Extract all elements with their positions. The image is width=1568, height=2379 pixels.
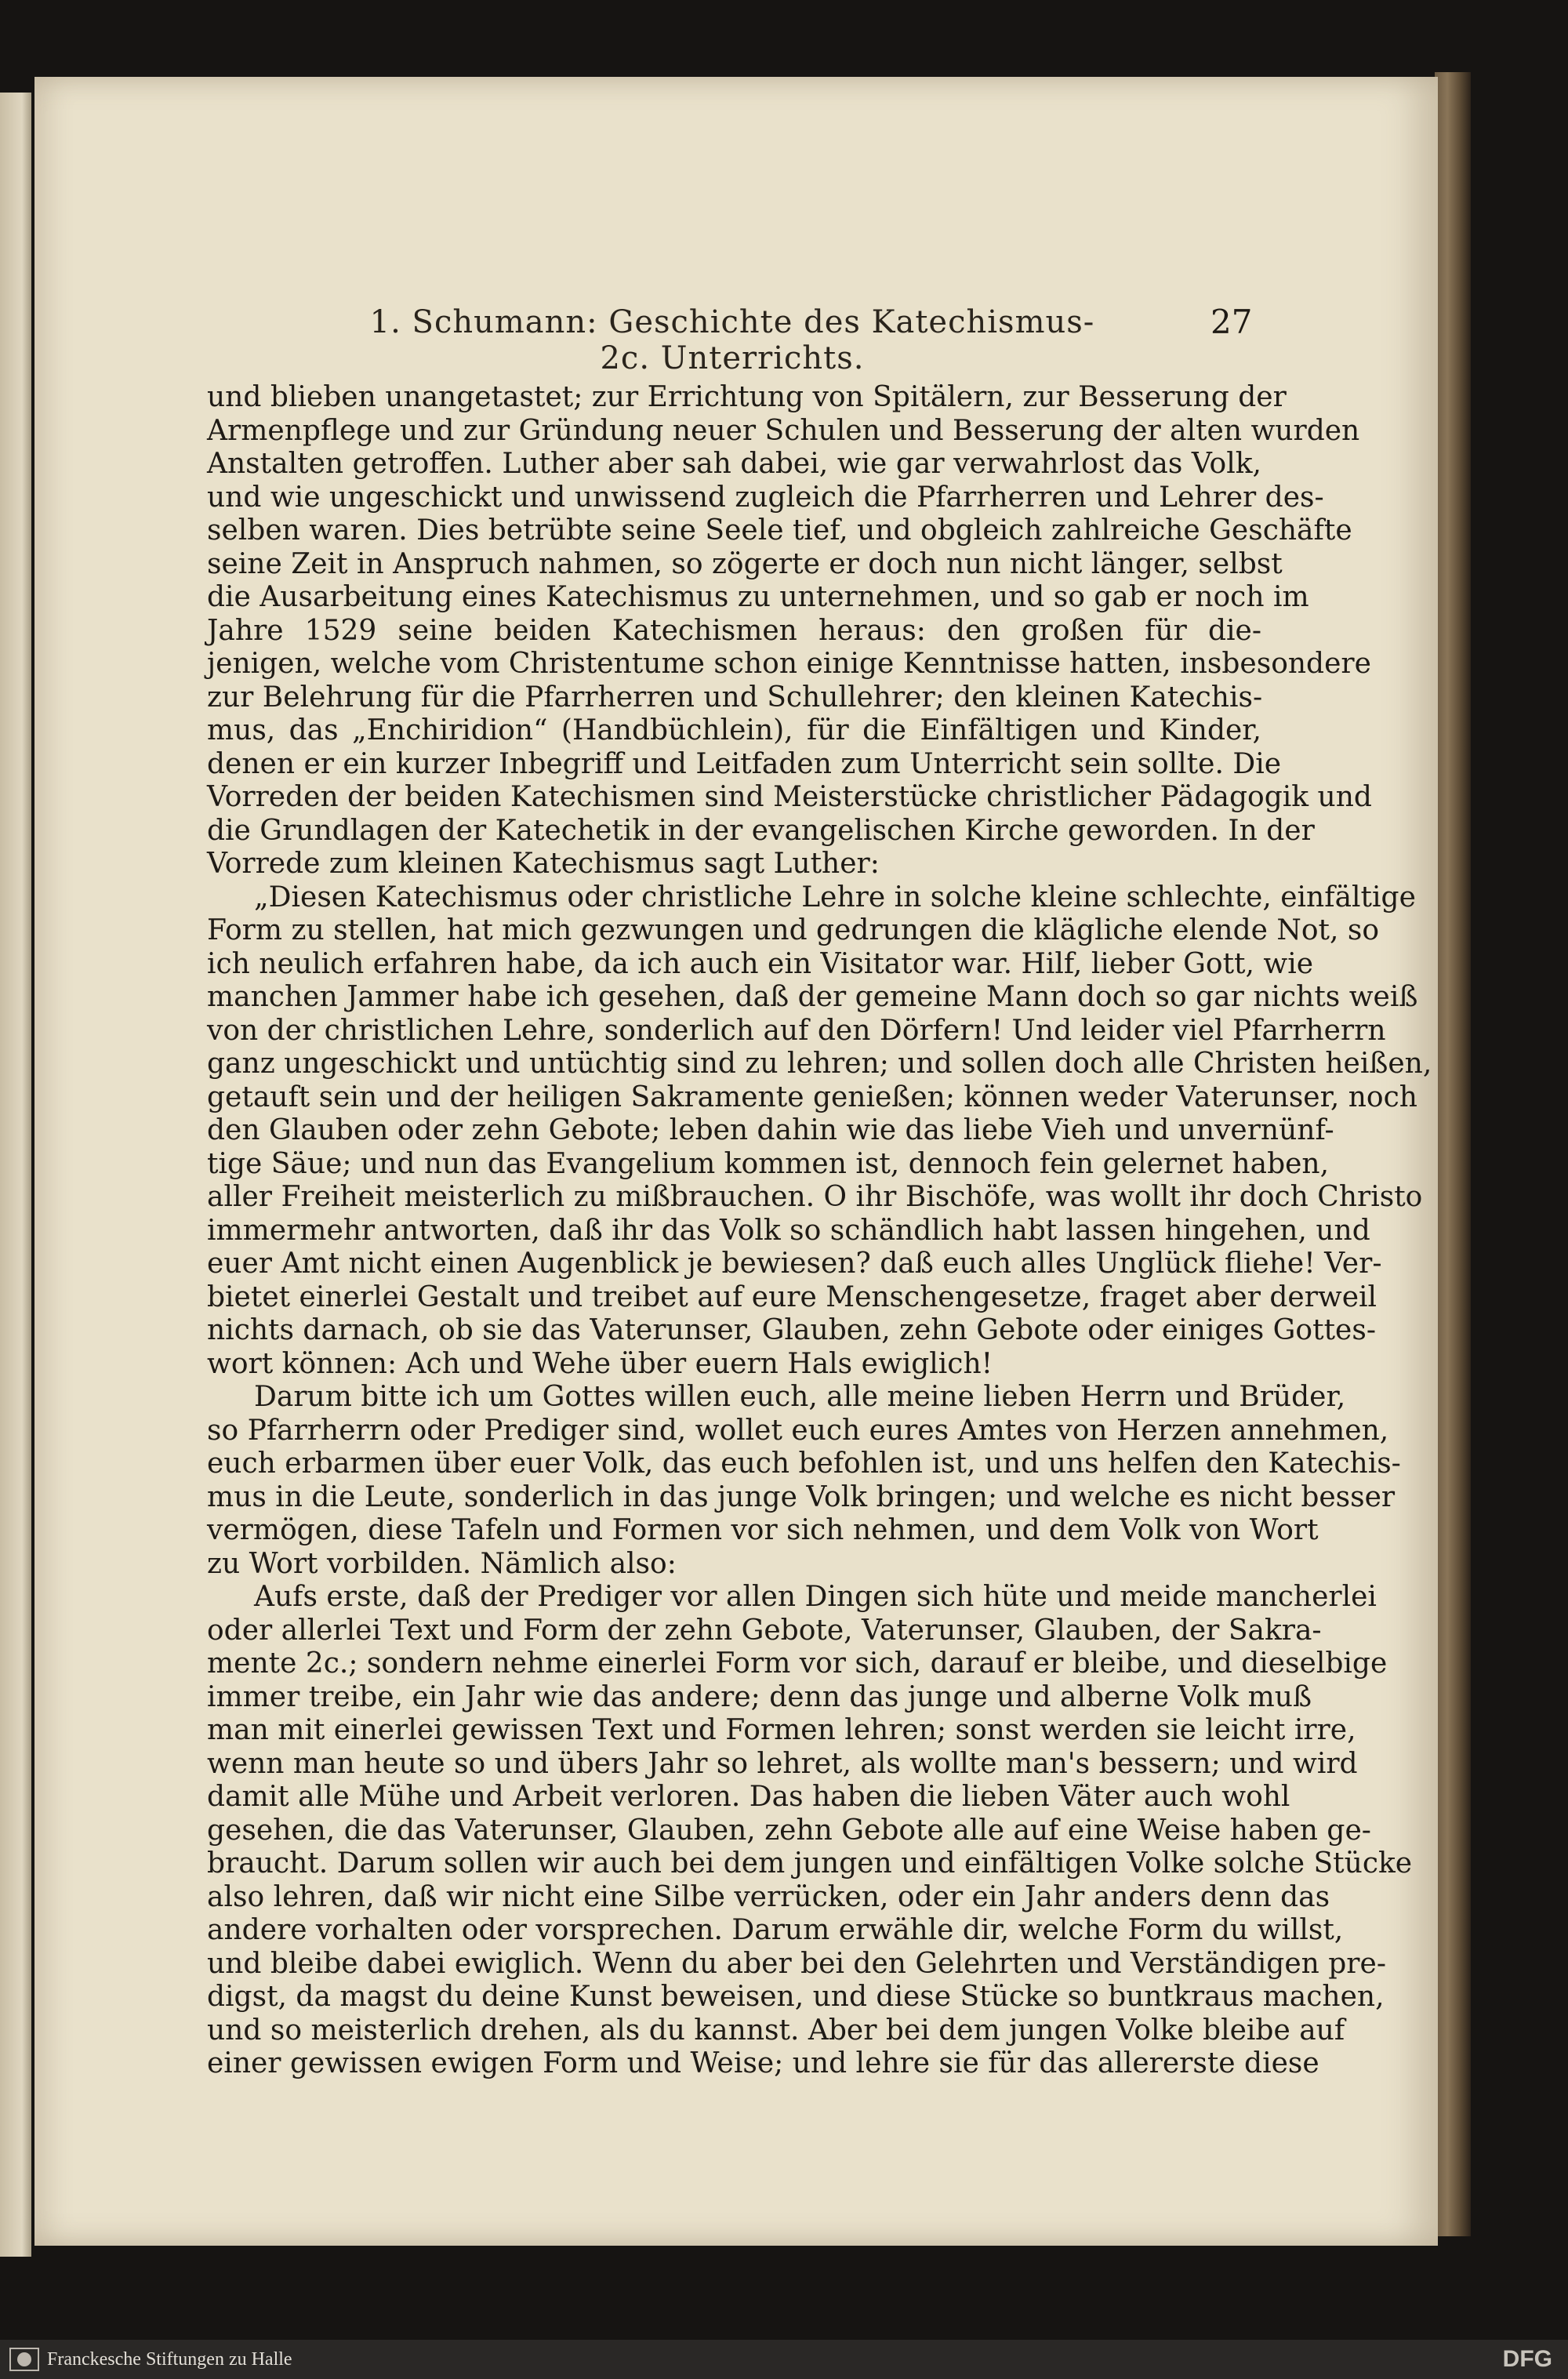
text-line: digst, da magst du deine Kunst beweisen, und diese Stücke so buntkraus machen,: [207, 1981, 1385, 2013]
text-line: zur Belehrung für die Pfarrherren und Schullehrer; den kleinen Katechis-: [207, 681, 1263, 714]
text-line: Aufs erste, daß der Prediger vor allen Dingen sich hüte und meide mancherlei: [254, 1581, 1377, 1613]
text-line: die Grundlagen der Katechetik in der evangelischen Kirche geworden. In der: [207, 814, 1315, 847]
text-line: den Glauben oder zehn Gebote; leben dahin wie das liebe Vieh und unvernünf-: [207, 1114, 1334, 1146]
text-line: nichts darnach, ob sie das Vaterunser, Glauben, zehn Gebote oder einiges Gottes-: [207, 1314, 1376, 1346]
text-line: tige Säue; und nun das Evangelium kommen ist, dennoch fein gelernet haben,: [207, 1147, 1330, 1180]
text-line: wort können: Ach und Wehe über euern Hals ewiglich!: [207, 1347, 993, 1380]
text-line: gesehen, die das Vaterunser, Glauben, zehn Gebote alle auf eine Weise haben ge-: [207, 1814, 1371, 1847]
dfg-badge: DFG: [1502, 2346, 1552, 2372]
text-line: aller Freiheit meisterlich zu mißbrauchen. O ihr Bischöfe, was wollt ihr doch Christo: [207, 1181, 1423, 1213]
text-line: zu Wort vorbilden. Nämlich also:: [207, 1547, 677, 1580]
text-line: euch erbarmen über euer Volk, das euch befohlen ist, und uns helfen den Katechis-: [207, 1447, 1401, 1480]
text-line: einer gewissen ewigen Form und Weise; und lehre sie für das allererste diese: [207, 2047, 1319, 2079]
text-line: mus, das „Enchiridion“ (Handbüchlein), für die Einfältigen und Kinder,: [207, 714, 1261, 746]
book-page: [34, 77, 1438, 2246]
text-line: seine Zeit in Anspruch nahmen, so zögerte er doch nun nicht länger, selbst: [207, 547, 1283, 580]
text-line: Form zu stellen, hat mich gezwungen und gedrungen die klägliche elende Not, so: [207, 914, 1380, 946]
text-line: Anstalten getroffen. Luther aber sah dabei, wie gar verwahrlost das Volk,: [207, 448, 1261, 480]
page-number: 27: [1210, 303, 1253, 341]
footer-institution: Franckesche Stiftungen zu Halle: [47, 2349, 292, 2370]
text-line: Darum bitte ich um Gottes willen euch, alle meine lieben Herrn und Brüder,: [254, 1381, 1346, 1413]
text-line: man mit einerlei gewissen Text und Formen lehren; sonst werden sie leicht irre,: [207, 1714, 1356, 1746]
text-line: Armenpflege und zur Gründung neuer Schulen und Besserung der alten wurden: [207, 414, 1360, 447]
text-line: und so meisterlich drehen, als du kannst. Aber bei dem jungen Volke bleibe auf: [207, 2014, 1345, 2047]
institution-logo-icon: [9, 2348, 39, 2371]
body-text: [207, 381, 1432, 2081]
text-line: Vorrede zum kleinen Katechismus sagt Luther:: [207, 848, 880, 880]
text-line: „Diesen Katechismus oder christliche Lehre in solche kleine schlechte, einfältige: [254, 881, 1416, 913]
text-line: damit alle Mühe und Arbeit verloren. Das haben die lieben Väter auch wohl: [207, 1781, 1290, 1813]
text-line: ganz ungeschickt und untüchtig sind zu lehren; und sollen doch alle Christen heißen,: [207, 1048, 1432, 1080]
text-line: ich neulich erfahren habe, da ich auch ein Visitator war. Hilf, lieber Gott, wie: [207, 947, 1314, 980]
text-line: immer treibe, ein Jahr wie das andere; denn das junge und alberne Volk muß: [207, 1680, 1312, 1713]
page-stack-edge: [1435, 72, 1471, 2236]
text-line: selben waren. Dies betrübte seine Seele tief, und obgleich zahlreiche Geschäfte: [207, 514, 1352, 547]
text-line: mente 2c.; sondern nehme einerlei Form vor sich, darauf er bleibe, und dieselbige: [207, 1647, 1388, 1680]
text-line: und wie ungeschickt und unwissend zugleich die Pfarrherren und Lehrer des-: [207, 481, 1324, 514]
text-line: braucht. Darum sollen wir auch bei dem jungen und einfältigen Volke solche Stücke: [207, 1847, 1413, 1880]
text-line: also lehren, daß wir nicht eine Silbe verrücken, oder ein Jahr anders denn das: [207, 1880, 1330, 1913]
text-line: getauft sein und der heiligen Sakramente genießen; können weder Vaterunser, noch: [207, 1081, 1417, 1113]
text-line: oder allerlei Text und Form der zehn Gebote, Vaterunser, Glauben, der Sakra-: [207, 1614, 1322, 1647]
text-line: vermögen, diese Tafeln und Formen vor sich nehmen, und dem Volk von Wort: [207, 1514, 1319, 1546]
text-line: so Pfarrherrn oder Prediger sind, wollet euch eures Amtes von Herzen annehmen,: [207, 1414, 1389, 1447]
text-line: die Ausarbeitung eines Katechismus zu unternehmen, und so gab er noch im: [207, 581, 1309, 613]
text-line: wenn man heute so und übers Jahr so lehret, als wollte man's bessern; und wird: [207, 1747, 1358, 1780]
running-head: 1. Schumann: Geschichte des Katechismus- 2c. Unterrichts.: [369, 304, 1095, 376]
left-page-edge: [0, 93, 31, 2257]
text-line: Vorreden der beiden Katechismen sind Meisterstücke christlicher Pädagogik und: [207, 781, 1372, 813]
text-line: bietet einerlei Gestalt und treibet auf eure Menschengesetze, fraget aber derweil: [207, 1280, 1377, 1313]
text-line: denen er ein kurzer Inbegriff und Leitfaden zum Unterricht sein sollte. Die: [207, 747, 1282, 780]
text-line: und bleibe dabei ewiglich. Wenn du aber bei den Gelehrten und Verständigen pre-: [207, 1947, 1386, 1980]
text-line: andere vorhalten oder vorsprechen. Darum erwähle dir, welche Form du willst,: [207, 1914, 1344, 1946]
text-line: Jahre 1529 seine beiden Katechismen heraus: den großen für die-: [207, 614, 1261, 647]
text-line: euer Amt nicht einen Augenblick je bewiesen? daß euch alles Unglück fliehe! Ver-: [207, 1248, 1382, 1280]
text-line: jenigen, welche vom Christentume schon einige Kenntnisse hatten, insbesondere: [207, 648, 1371, 680]
text-line: manchen Jammer habe ich gesehen, daß der gemeine Mann doch so gar nichts weiß: [207, 981, 1418, 1013]
text-line: und blieben unangetastet; zur Errichtung von Spitälern, zur Besserung der: [207, 381, 1287, 413]
text-line: immermehr antworten, daß ihr das Volk so schändlich habt lassen hingehen, und: [207, 1214, 1370, 1247]
text-line: mus in die Leute, sonderlich in das junge Volk bringen; und welche es nicht besser: [207, 1480, 1396, 1513]
text-line: von der christlichen Lehre, sonderlich auf den Dörfern! Und leider viel Pfarrherrn: [207, 1014, 1386, 1047]
